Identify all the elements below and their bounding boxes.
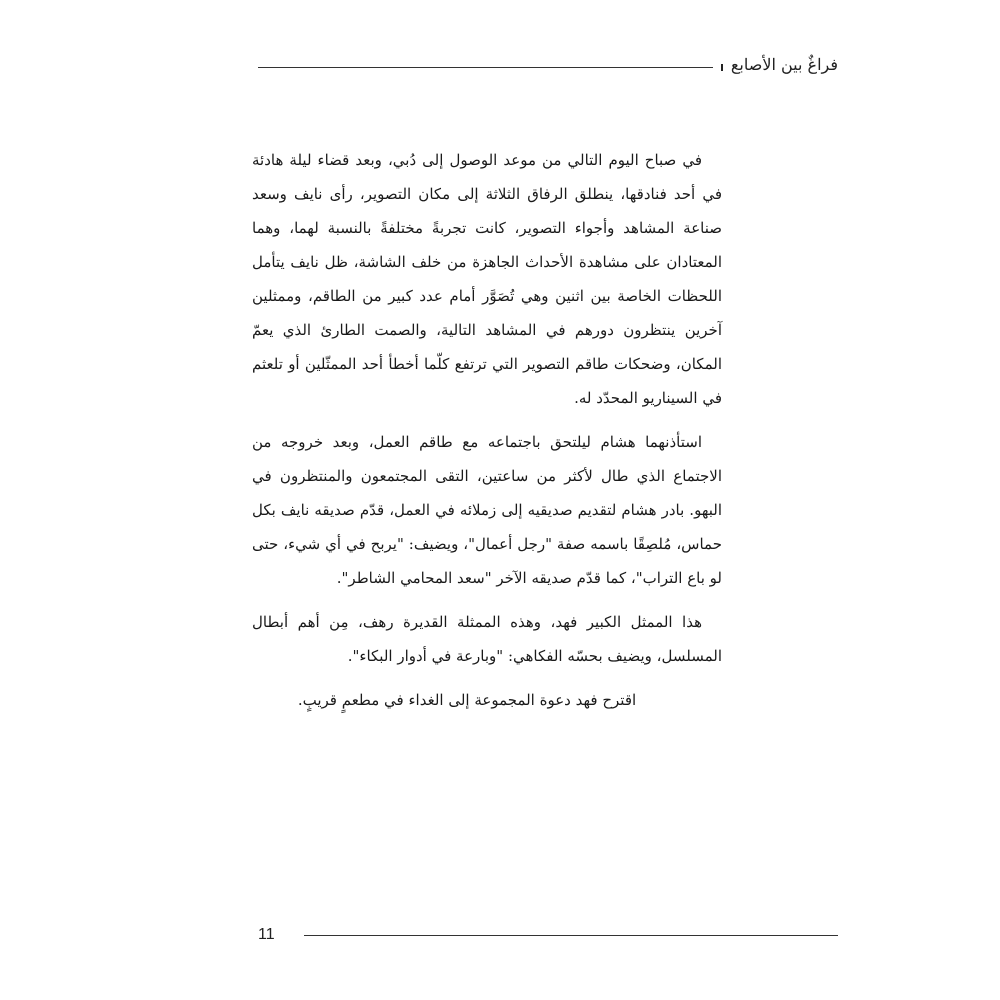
paragraph-1: في صباح اليوم التالي من موعد الوصول إلى دُبي، وبعد قضاء ليلة هادئة في أحد فنادقها، ينطلق الرفاق الثلاثة إلى مكان التصوير، رأى نايف وسعد صناعة المشاهد وأجواء التصوير، كانت تجربةً مختلفةً بالنسبة لهما، وهما المعتادان على مشاهدة الأحداث الجاهزة من خلف الشاشة، ظل نايف يتأمل اللحظات الخاصة بين اثنين وهي تُصَوَّر أمام عدد كبير من الطاقم، وممثلين آخرين ينتظرون دورهم في المشاهد التالية، والصمت الطارئ الذي يعمّ المكان، وضحكات طاقم التصوير التي ترتفع كلّما أخطأ أحد الممثّلين أو تلعثم في السيناريو المحدّد له. bbox=[252, 151, 722, 407]
paragraph-2: استأذنهما هشام ليلتحق باجتماعه مع طاقم العمل، وبعد خروجه من الاجتماع الذي طال لأكثر من ساعتين، التقى المجتمعون والمنتظرون في البهو. بادر هشام لتقديم صديقيه إلى زملائه في العمل، قدّم صديقه نايف بكل حماس، مُلصِقًا باسمه صفة "رجل أعمال"، ويضيف: "يربح في أي شيء، حتى لو باع التراب"، كما قدّم صديقه الآخر "سعد المحامي الشاطر". bbox=[252, 433, 722, 587]
header-rule bbox=[258, 67, 713, 68]
paragraph-4: اقترح فهد دعوة المجموعة إلى الغداء في مطعمٍ قريبٍ. bbox=[297, 691, 637, 709]
footer-rule bbox=[304, 935, 838, 936]
page-footer bbox=[258, 920, 838, 950]
header-marker bbox=[721, 64, 723, 71]
running-header bbox=[258, 46, 838, 82]
page-number: 11 bbox=[258, 926, 275, 943]
paragraph-3: هذا الممثل الكبير فهد، وهذه الممثلة القديرة رهف، مِن أهم أبطال المسلسل، ويضيف بحسّه الفكاهي: "وبارعة في أدوار البكاء". bbox=[252, 613, 722, 665]
book-title: فراغٌ بين الأصابع bbox=[730, 54, 838, 74]
body-text bbox=[252, 143, 722, 727]
